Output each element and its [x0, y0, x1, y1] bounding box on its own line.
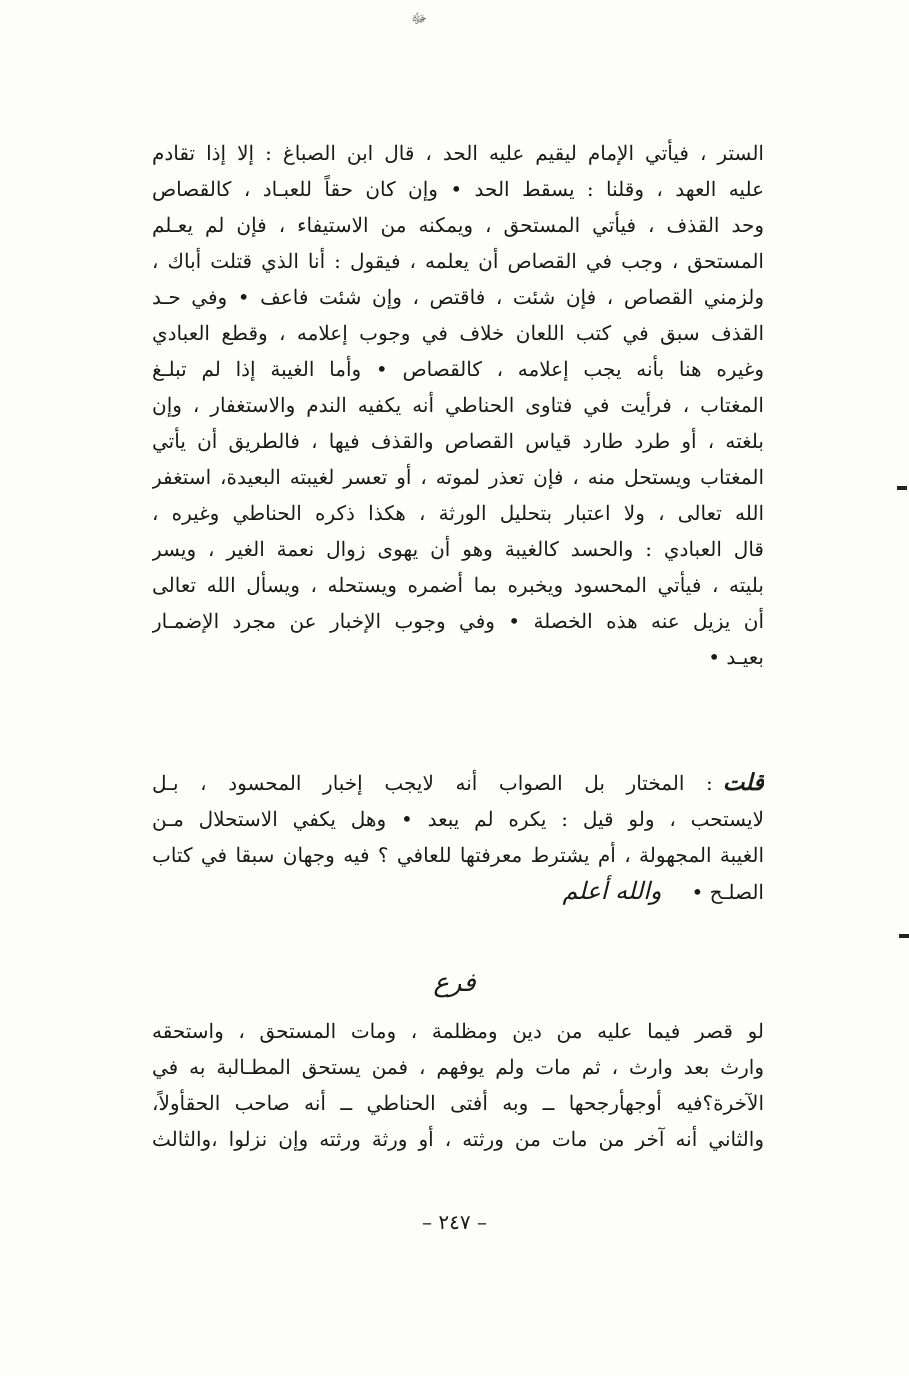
closing-phrase: والله أعلم [562, 877, 662, 905]
text-line: بعيـد • [708, 645, 764, 669]
far-paragraph [152, 1013, 764, 1157]
text-line: عليه العهد ، وقلنا : يسقط الحد • وإن كان حقاً للعبـاد ، كالقصاص [152, 177, 764, 201]
qult-first-line [152, 765, 764, 801]
text-line: قال العبادي : والحسد كالغيبة وهو أن يهوى زوال نعمة الغير ، ويسر [152, 537, 764, 561]
text-line: وحد القذف ، فيأتي المستحق ، ويمكنه من الاستيفاء ، فإن لم يعـلم [152, 213, 764, 237]
section-heading: فرع [433, 968, 476, 998]
text-line: بلغته ، أو طرد طارد قياس القصاص والقذف فيها ، فالطريق أن يأتي [152, 429, 764, 453]
text-line: والثاني أنه آخر من مات من ورثته ، أو ورثة ورثته وإن نزلوا ،والثالث [152, 1127, 764, 1151]
margin-mark [899, 934, 909, 938]
text-line: أن يزيل عنه هذه الخصلة • وفي وجوب الإخبار عن مجرد الإضمـار [152, 609, 764, 633]
page-number: – ٢٤٧ – [422, 1210, 487, 1234]
text-line: لايستحب ، ولو قيل : يكره لم يبعد • وهل يكفي الاستحلال مـن [152, 807, 764, 831]
top-ornament: ﷻ [411, 11, 427, 27]
text-line: بليته ، فيأتي المحسود ويخبره بما أضمره ويستحله ، ويسأل الله تعالى [152, 573, 764, 597]
main-paragraph [152, 135, 764, 675]
qult-last-line-text: الصلـح • [691, 880, 764, 904]
qult-paragraph [152, 765, 764, 909]
text-line: المغتاب ويستحل منه ، فإن تعذر لموته ، أو تعسر لغيبته البعيدة، استغفر [152, 465, 764, 489]
margin-mark [897, 486, 907, 490]
text-line: وارث بعد وارث ، ثم مات ولم يوفهم ، فمن يستحق المطـالبة به في [152, 1055, 764, 1079]
text-line: وغيره هنا بأنه يجب إعلامه ، كالقصاص • وأما الغيبة إذا لم تبلـغ [152, 357, 764, 381]
text-line: القذف سبق في كتب اللعان خلاف في وجوب إعلامه ، وقطع العبادي [152, 321, 764, 345]
text-line: المغتاب ، فرأيت في فتاوى الحناطي أنه يكفيه الندم والاستغفار ، وإن [152, 393, 764, 417]
text-line: الله تعالى ، ولا اعتبار بتحليل الورثة ، هكذا ذكره الحناطي وغيره ، [152, 501, 764, 525]
text-line: الغيبة المجهولة ، أم يشترط معرفتها للعافي ؟ فيه وجهان سبقا في كتاب [152, 843, 764, 867]
qult-last-line [152, 873, 764, 909]
text-line: الآخرة؟فيه أوجهأرجحها ــ وبه أفتى الحناطي ــ أنه صاحب الحقأولاً، [152, 1091, 764, 1115]
qult-label: قلت [722, 769, 764, 796]
text-line: لو قصر فيما عليه من دين ومظلمة ، ومات المستحق ، واستحقه [152, 1019, 764, 1043]
text-line: ولزمني القصاص ، فإن شئت ، فاقتص ، وإن شئت فاعف • وفي حـد [152, 285, 764, 309]
qult-first-line-text: : المختار بل الصواب أنه لايجب إخبار المحسود ، بـل [152, 771, 713, 795]
text-line: المستحق ، وجب في القصاص أن يعلمه ، فيقول : أنا الذي قتلت أباك ، [152, 249, 764, 273]
text-line: الستر ، فيأتي الإمام ليقيم عليه الحد ، قال ابن الصباغ : إلا إذا تقادم [152, 141, 764, 165]
